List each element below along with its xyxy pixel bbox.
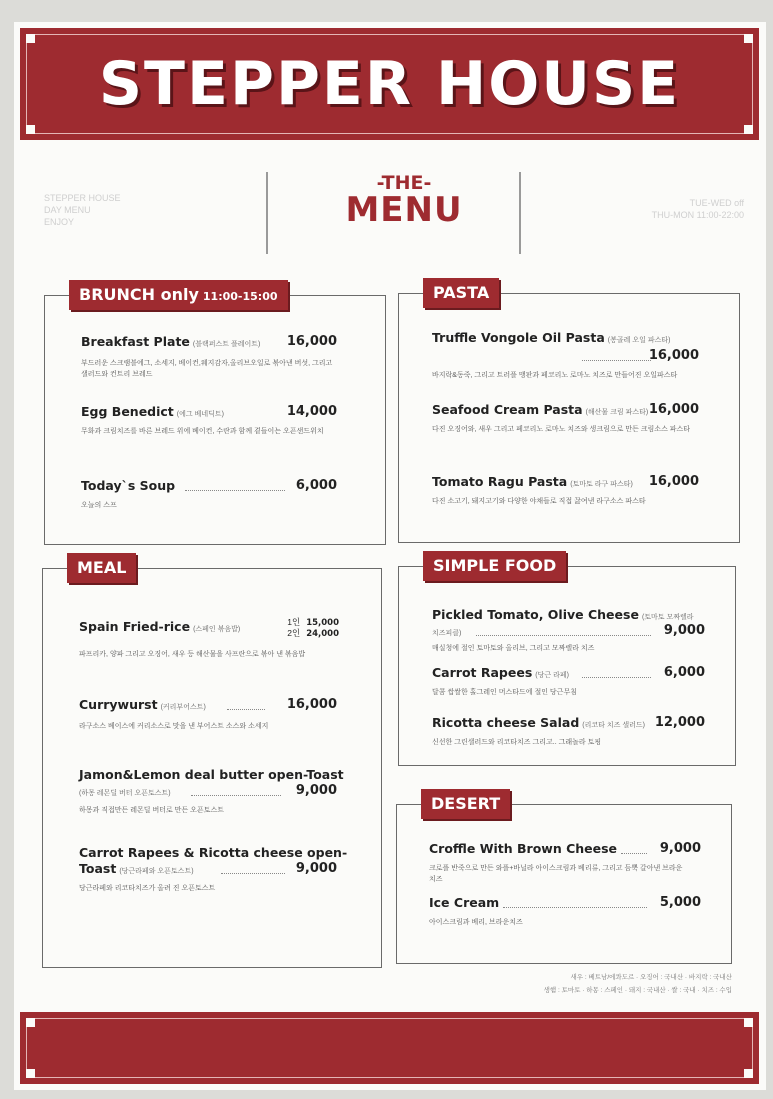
item-description: 신선한 그린샐러드와 리코타치즈 그리고.. 그래놀라 토핑 — [432, 739, 602, 746]
dot-leader — [191, 795, 281, 796]
item-description: 다진 소고기, 돼지고기와 다양한 야채들로 직접 끓여낸 라구소스 파스타 — [432, 498, 646, 505]
menu-sheet — [14, 22, 766, 1090]
dot-leader — [582, 677, 651, 678]
opening-hours — [652, 197, 744, 221]
origin-line: 생햄 : 토마토 · 하몽 : 스페인 · 돼지 : 국내산 · 쌀 : 국내 · 치즈 : 수입 — [543, 987, 732, 994]
header-left-info — [44, 192, 121, 228]
item-name: Carrot Rapees (당근 라페) — [432, 665, 569, 680]
item-description: 파프리카, 양파 그리고 오징어, 새우 등 해산물을 사프란으로 볶아 낸 볶음밥 — [79, 651, 306, 658]
item-name: Carrot Rapees & Ricotta cheese open- — [79, 845, 348, 860]
meal-section — [42, 558, 382, 968]
item-price: 16,000 — [648, 474, 699, 489]
item-price: 16,000 — [648, 402, 699, 417]
dot-leader — [476, 635, 651, 636]
item-price: 16,000 — [286, 334, 337, 349]
dot-leader — [582, 360, 651, 361]
item-description: 오늘의 스프 — [81, 502, 117, 509]
item-name: Egg Benedict (에그 베네딕트) — [81, 404, 224, 419]
pasta-section — [398, 283, 740, 543]
restaurant-title: STEPPER HOUSE — [98, 49, 681, 119]
dot-leader — [503, 907, 647, 908]
item-name: Jamon&Lemon deal butter open-Toast — [79, 767, 344, 782]
brunch-section — [44, 285, 386, 545]
item-price: 6,000 — [295, 478, 337, 493]
item-price: 9,000 — [295, 783, 337, 798]
hours-line: TUE-WED off — [689, 198, 744, 208]
item-price: 6,000 — [663, 665, 705, 680]
dot-leader — [185, 490, 285, 491]
item-description: 아이스크림과 베리, 브라운치즈 — [429, 919, 523, 926]
hours-line: THU-MON 11:00-22:00 — [651, 210, 744, 220]
title-banner — [20, 28, 759, 140]
item-description: 하몽과 직접만든 레몬딜 버터로 만든 오픈토스트 — [79, 807, 224, 814]
the-label: -THE- — [376, 172, 432, 194]
item-description: 당근라페와 리코타치즈가 올려 진 오픈토스트 — [79, 885, 216, 892]
desert-tag: DESERT — [421, 789, 510, 819]
item-name-continued: Toast (당근라페와 오픈토스트) — [79, 861, 194, 876]
item-price-options: 1인 15,000 2인 24,000 — [287, 617, 339, 639]
item-korean-name: 치즈피클) — [432, 630, 462, 637]
header-left-line: ENJOY — [44, 217, 75, 227]
item-description: 무화과 크림치즈를 바른 브레드 위에 베이컨, 수란과 함께 곁들이는 오픈샌드위치 — [81, 428, 324, 435]
item-price: 16,000 — [286, 697, 337, 712]
header-divider — [266, 172, 268, 254]
origin-notice — [544, 972, 732, 994]
dot-leader — [621, 853, 647, 854]
item-description: 크로플 반죽으로 만든 와플+바닐라 아이스크림과 베리류, 그리고 듬뿍 갈아낸 브라운 치즈 — [429, 865, 683, 883]
item-name: Croffle With Brown Cheese — [429, 841, 618, 856]
item-name: Seafood Cream Pasta (해산물 크림 파스타) — [432, 402, 649, 417]
item-name: Truffle Vongole Oil Pasta (봉골레 오일 파스타) — [432, 330, 671, 345]
item-price: 14,000 — [286, 404, 337, 419]
item-description: 다진 오징어와, 새우 그리고 페코리노 로마노 치즈와 생크림으로 만든 크림소스 파스타 — [432, 426, 691, 433]
item-price: 5,000 — [659, 895, 701, 910]
header-left-line: DAY MENU — [44, 205, 91, 215]
meal-tag: MEAL — [67, 553, 136, 583]
desert-section — [396, 794, 732, 964]
dot-leader — [227, 709, 265, 710]
footer-banner — [20, 1012, 759, 1084]
item-price: 12,000 — [654, 715, 705, 730]
item-name: Currywurst (커리부어스트) — [79, 697, 206, 712]
simple-food-tag: SIMPLE FOOD — [423, 551, 566, 581]
item-price: 9,000 — [659, 841, 701, 856]
header-left-line: STEPPER HOUSE — [44, 193, 121, 203]
item-name: Breakfast Plate (블랙퍼스트 플레이트) — [81, 334, 261, 349]
item-name: Ricotta cheese Salad (리코타 치즈 샐러드) — [432, 715, 645, 730]
item-description: 바지락&동죽, 그리고 트러플 맹판과 페코리노 로마노 치즈로 만들어진 오일파스타 — [432, 372, 678, 379]
brunch-hours: 11:00-15:00 — [202, 290, 278, 303]
brunch-tag — [69, 280, 288, 310]
origin-line: 새우 : 베트남/에콰도르 · 오징어 : 국내산 · 바지락 : 국내산 — [570, 974, 732, 981]
item-description: 매실청에 절인 토마토와 올리브, 그리고 모짜렐라 치즈 — [432, 645, 595, 652]
header-divider — [519, 172, 521, 254]
item-name: Pickled Tomato, Olive Cheese (토마토 모짜렐라 — [432, 607, 694, 622]
item-name: Ice Cream — [429, 895, 500, 910]
item-name: Tomato Ragu Pasta (토마토 라구 파스타) — [432, 474, 633, 489]
item-price: 9,000 — [663, 623, 705, 638]
banner-border — [26, 1018, 753, 1078]
item-description: 라구소스 베이스에 커리소스로 맛을 낸 부어스트 소스와 소세지 — [79, 723, 269, 730]
item-name: Today`s Soup — [81, 478, 176, 493]
item-korean-name: (하몽 레몬딜 버터 오픈토스트) — [79, 790, 171, 797]
item-description: 부드러운 스크램블에그, 소세지, 베이컨,웨지감자,올리브오일로 볶아낸 버섯, 그리고 샐러드와 컨트리 브레드 — [81, 360, 333, 378]
pasta-tag: PASTA — [423, 278, 499, 308]
item-price: 16,000 — [648, 348, 699, 363]
menu-heading: MENU — [345, 190, 463, 230]
item-price: 9,000 — [295, 861, 337, 876]
item-description: 달콤 쌉쌀한 홀그레인 머스타드에 절인 당근무침 — [432, 689, 577, 696]
simple-food-section — [398, 556, 736, 766]
dot-leader — [221, 873, 285, 874]
section-title: BRUNCH only — [79, 285, 199, 304]
item-name: Spain Fried-rice (스페인 볶음밥) — [79, 619, 241, 634]
